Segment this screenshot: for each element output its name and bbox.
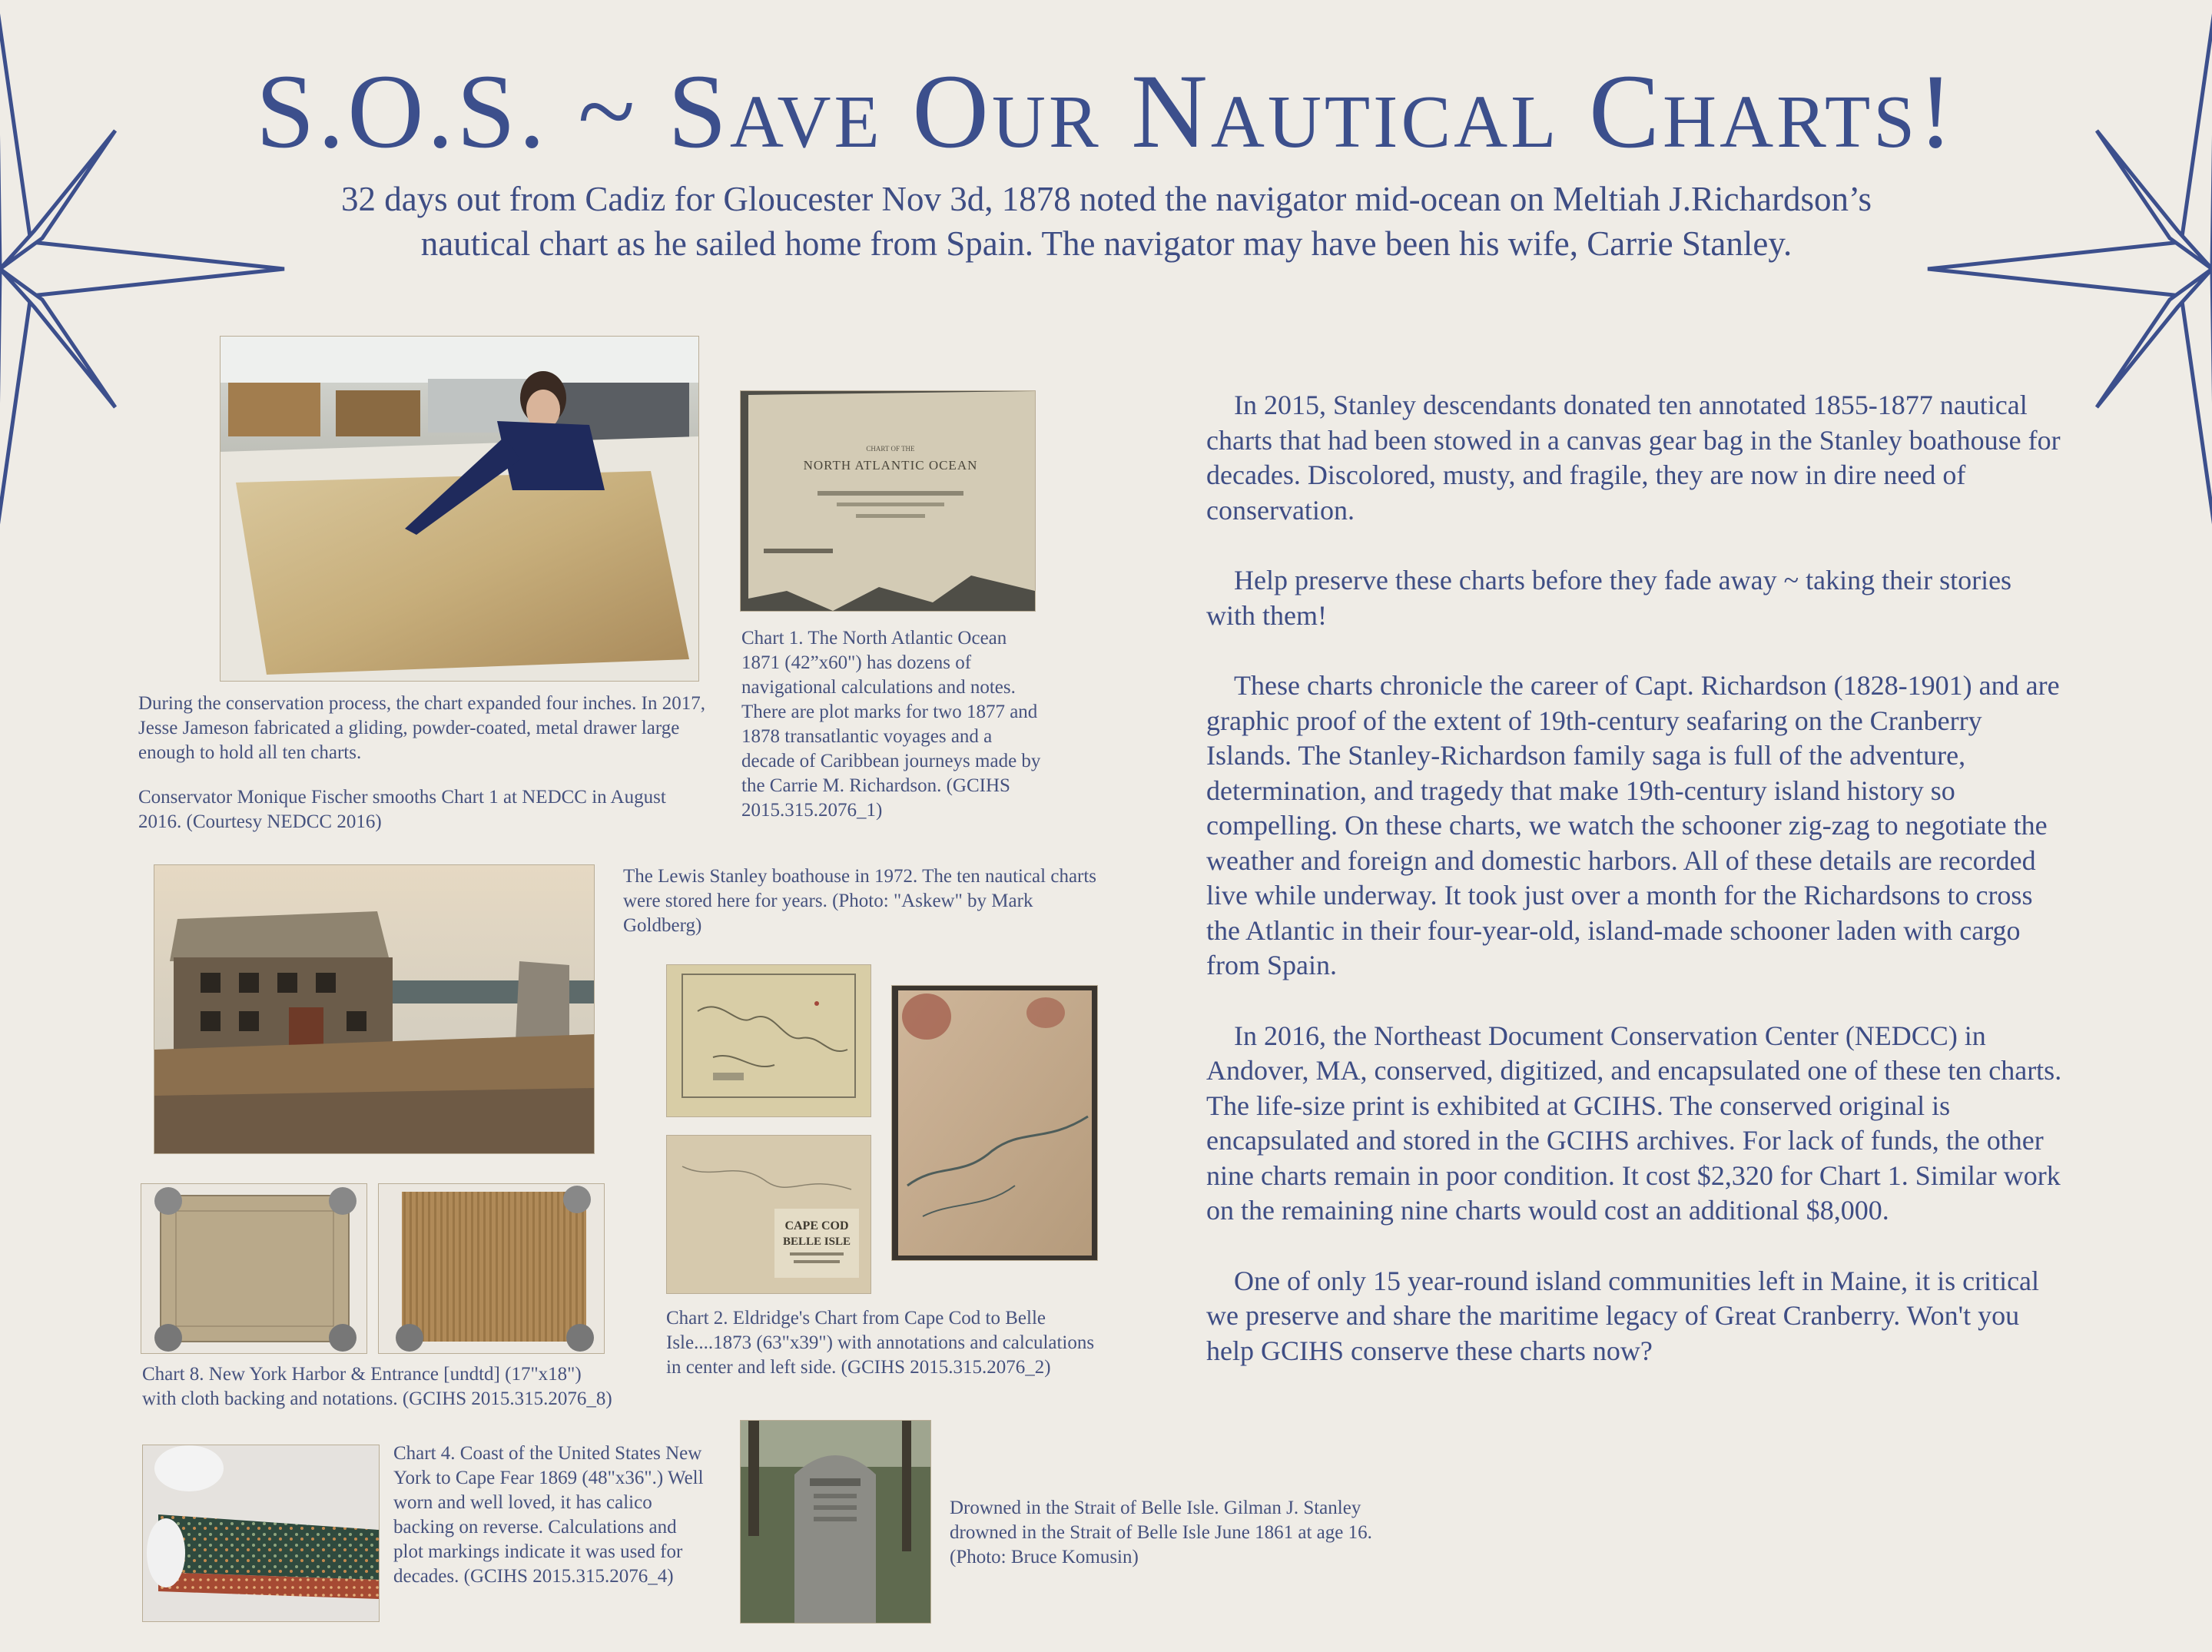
chart-2-title-photo xyxy=(666,1135,871,1294)
boathouse-caption: The Lewis Stanley boathouse in 1972. The ten nautical charts were stored here for years. (Photo: "Askew" by Mark Goldberg) xyxy=(623,866,1097,936)
chart-8-front-photo xyxy=(141,1183,367,1354)
main-text xyxy=(1206,388,2063,1404)
chart-2-title-line-1: CAPE COD xyxy=(784,1219,849,1232)
chart-2-map-photo xyxy=(666,964,871,1117)
body-paragraph-5: One of only 15 year-round island communities left in Maine, it is critical we preserve and share the maritime legacy of Great Cranberry. Won't you help GCIHS conserve these charts now? xyxy=(1206,1265,2040,1366)
page-title: S.O.S. ~ Save Our Nautical Charts! xyxy=(255,52,1957,170)
boathouse-photo xyxy=(154,864,595,1154)
body-paragraph-2: Help preserve these charts before they fade away ~ taking their stories with them! xyxy=(1206,565,2012,631)
chart-8-caption: Chart 8. New York Harbor & Entrance [undtd] (17"x18") with cloth backing and notations. (GCIHS 2015.315.2076_8) xyxy=(142,1364,612,1409)
gravestone-photo xyxy=(740,1420,931,1624)
chart-8-back-photo xyxy=(378,1183,605,1354)
conservation-caption-1: During the conservation process, the chart expanded four inches. In 2017, Jesse Jameson fabricated a gliding, powder-coated, metal drawer large enough to hold all ten charts. xyxy=(138,693,705,763)
subtitle-line-2: nautical chart as he sailed home from Spain. The navigator may have been his wife, Carrie Stanley. xyxy=(420,224,1792,263)
chart-4-caption: Chart 4. Coast of the United States New York to Cape Fear 1869 (48"x36".) Well worn and well loved, it has calico backing on reverse. Calculations and plot markings indicate it was used for decades. (GCIHS 2015.315.2076_4) xyxy=(393,1443,704,1587)
gravestone-caption: Drowned in the Strait of Belle Isle. Gilman J. Stanley drowned in the Strait of Belle Isle June 1861 at age 16. (Photo: Bruce Komusin) xyxy=(950,1498,1372,1567)
chart-1-caption: Chart 1. The North Atlantic Ocean 1871 (42”x60") has dozens of navigational calculations and notes. There are plot marks for two 1877 and 1878 transatlantic voyages and a decade of Caribbean journeys made by the Carrie M. Richardson. (GCIHS 2015.315.2076_1) xyxy=(741,628,1041,821)
chart-2-caption: Chart 2. Eldridge's Chart from Cape Cod to Belle Isle....1873 (63"x39") with annotations and calculations in center and left side. (GCIHS 2015.315.2076_2) xyxy=(666,1308,1095,1378)
body-paragraph-4: In 2016, the Northeast Document Conservation Center (NEDCC) in Andover, MA, conserved, digitized, and encapsulated one of these ten charts. The life-size print is exhibited at GCIHS. The conserved original is encapsulated and stored in the GCIHS archives. For lack of funds, the other nine charts remain in poor condition. It cost $2,320 for Chart 1. Similar work on the remaining nine charts would cost an additional $8,000. xyxy=(1206,1020,2062,1226)
conservator-photo xyxy=(220,336,699,682)
chart-1-small-title: CHART OF THE xyxy=(866,445,915,453)
page-subtitle xyxy=(192,177,2021,266)
chart-2-detail-photo xyxy=(891,985,1098,1261)
chart-1-photo xyxy=(740,390,1036,612)
subtitle-line-1: 32 days out from Cadiz for Gloucester Nov 3d, 1878 noted the navigator mid-ocean on Meltiah J.Richardson’s xyxy=(340,180,1872,218)
chart-2-title-line-2: BELLE ISLE xyxy=(783,1236,851,1248)
chart-1-title: NORTH ATLANTIC OCEAN xyxy=(803,458,978,473)
body-paragraph-1: In 2015, Stanley descendants donated ten annotated 1855-1877 nautical charts that had been stowed in a canvas gear bag in the Stanley boathouse for decades. Discolored, musty, and fragile, they are now in dire need of conservation. xyxy=(1206,390,2061,526)
chart-4-photo xyxy=(142,1445,380,1622)
body-paragraph-3: These charts chronicle the career of Capt. Richardson (1828-1901) and are graphic proof of the extent of 19th-century seafaring on the Cranberry Islands. The Stanley-Richardson family saga is full of the adventure, determination, and tragedy that make 19th-century island history so compelling. On these charts, we watch the schooner zig-zag to negotiate the weather and foreign and domestic harbors. All of these details are recorded live while underway. It took just over a month for the Richardsons to cross the Atlantic in their four-year-old, island-made schooner laden with cargo from Spain. xyxy=(1206,670,2060,980)
conservation-caption-2: Conservator Monique Fischer smooths Chart 1 at NEDCC in August 2016. (Courtesy NEDCC 2016) xyxy=(138,787,666,832)
